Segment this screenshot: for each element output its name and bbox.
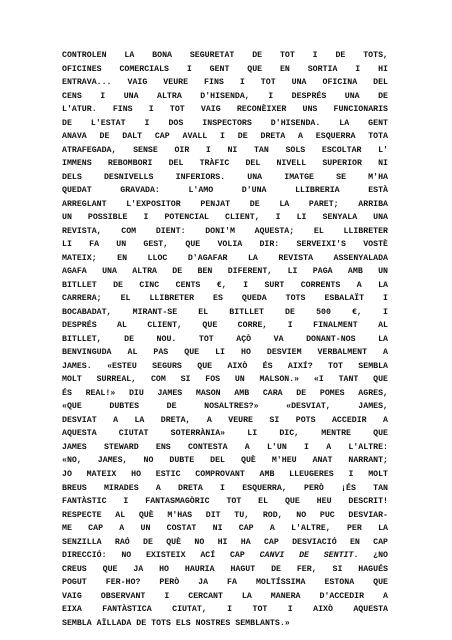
text-line: POGUT FER-HO? PERÒ JA FA MOLTÍSSIMA ESTONA QUE	[62, 578, 388, 588]
text-line: DE L'ESTAT I DOS INSPECTORS D'HISENDA. LA GENT	[62, 118, 388, 128]
text-line: BITLLET, DE NOU. TOT AÇÒ VA DONANT-NOS LA	[62, 334, 388, 344]
text-line: LI FA UN GEST, QUE VOLIA DIR: SERVEIXI'S VOSTÈ	[62, 240, 388, 250]
text-line: BREUS MIRADES A DRETA I ESQUERRA, PERÒ ¡ÉS TAN	[62, 483, 388, 493]
text-line: ÉS REAL!» DIU JAMES MASON AMB CARA DE POMES AGRES,	[62, 388, 388, 398]
text-line: ARREGLANT L'EXPOSITOR PENJAT DE LA PARET; ARRIBA	[62, 199, 388, 209]
text-line: AGAFA UNA ALTRA DE BEN DIFERENT, LI PAGA AMB UN	[62, 267, 388, 277]
text-line: «NO, JAMES, NO DUBTE DEL QUÈ M'HEU ANAT NARRANT;	[62, 456, 388, 466]
text-line: UN POSSIBLE I POTENCIAL CLIENT, I LI SENYALA UNA	[62, 213, 388, 223]
text-line: VAIG OBSERVANT I CERCANT LA MANERA D'ACCEDIR A	[62, 591, 388, 601]
text-line: BOCABADAT, MIRANT-SE EL BITLLET DE 500 €, I	[62, 307, 388, 317]
text-line: SENZILLA RAÓ DE QUÈ NO HI HA CAP DESVIACIÓ EN CAP	[62, 537, 388, 547]
text-line: ME CAP A UN COSTAT NI CAP A L'ALTRE, PER LA	[62, 524, 388, 534]
text-line: RESPECTE AL QUÈ M'HAS DIT TU, ROD, NO PUC DESVIAR-	[62, 510, 388, 520]
text-line: ATRAFEGADA, SENSE OIR I NI TAN SOLS ESCOLTAR L'	[62, 145, 388, 155]
text-line: QUEDAT GRAVADA: L'AMO D'UNA LLIBRERIA ESTÀ	[62, 186, 388, 196]
text-line	[62, 549, 388, 563]
text-line: JAMES STEWARD ENS CONTESTA A L'UN I A L'ALTRE:	[62, 442, 388, 452]
text-line: IMMENS REBOMBORI DEL TRÀFIC DEL NIVELL SUPERIOR NI	[62, 159, 388, 169]
text-line: SEMBLA AÏLLADA DE TOTS ELS NOSTRES SEMBLANTS.»	[62, 618, 290, 628]
text-line: BITLLET DE CINC CENTS €, I SURT CORRENTS A LA	[62, 280, 388, 290]
text-line: CENS I UNA ALTRA D'HISENDA, I DESPRÉS UNA DE	[62, 91, 388, 101]
text-line: CONTROLEN LA BONA SEGURETAT DE TOT I DE TOTS,	[62, 51, 388, 60]
text-line: DESPRÉS AL CLIENT, QUE CORRE, I FINALMENT AL	[62, 321, 388, 331]
text-line: CARRERA; EL LLIBRETER ES QUEDA TOTS ESBALAÏT I	[62, 294, 388, 304]
italic-phrase: CANVI DE SENTIT	[259, 551, 354, 561]
text-line: ENTRAVA... VAIG VEURE FINS I TOT UNA OFICINA DEL	[62, 78, 388, 88]
text-line: DESVIAT A LA DRETA, A VEURE SI POTS ACCEDIR A	[62, 415, 388, 425]
text-line: CREUS QUE JA HO HAURIA HAGUT DE FER, SI HAGUÉS	[62, 564, 388, 574]
text-line: L'ATUR. FINS I TOT VAIG RECONÈIXER UNS FUNCIONARIS	[62, 105, 388, 115]
body-text	[62, 49, 388, 630]
text-line: REVISTA, COM DIENT: DONI'M AQUESTA; EL LLIBRETER	[62, 226, 388, 236]
text-line: JO MATEIX HO ESTIC COMPROVANT AMB LLEUGERES I MOLT	[62, 469, 388, 479]
text-line: MATEIX; EN LLOC D'AGAFAR LA REVISTA ASSENYALADA	[62, 253, 388, 263]
text-line: DELS DESNIVELLS INFERIORS. UNA IMATGE SE M'HA	[62, 172, 388, 182]
text-line: EIXA FANTÀSTICA CIUTAT, I TOT I AIXÒ AQUESTA	[62, 605, 388, 615]
text-line: AQUESTA CIUTAT SOTERRÀNIA» LI DIC, MENTRE QUE	[62, 429, 388, 439]
text-line: MOLT SURREAL, COM SI FOS UN MALSON.» «I TANT QUE	[62, 375, 388, 385]
text-line: BENVINGUDA AL PAS QUE LI HO DESVIEM VERBALMENT A	[62, 348, 388, 358]
text-line: «QUE DUBTES DE NOSALTRES?» «DESVIAT, JAMES,	[62, 402, 388, 412]
text-run: DIRECCIÓ: NO EXISTEIX ACÍ CAP	[62, 551, 260, 561]
text-line: JAMES. «ESTEU SEGURS QUE AIXÒ ÉS AIXÍ? TOT SEMBLA	[62, 361, 388, 371]
text-run: . ¿NO	[353, 551, 388, 561]
text-line: FANTÀSTIC I FANTASMAGÒRIC TOT EL QUE HEU DESCRIT!	[62, 497, 388, 507]
text-line: OFICINES COMERCIALS I GENT QUE EN SORTIA I HI	[62, 64, 388, 74]
text-line: ANAVA DE DALT CAP AVALL I DE DRETA A ESQUERRA TOTA	[62, 132, 388, 142]
